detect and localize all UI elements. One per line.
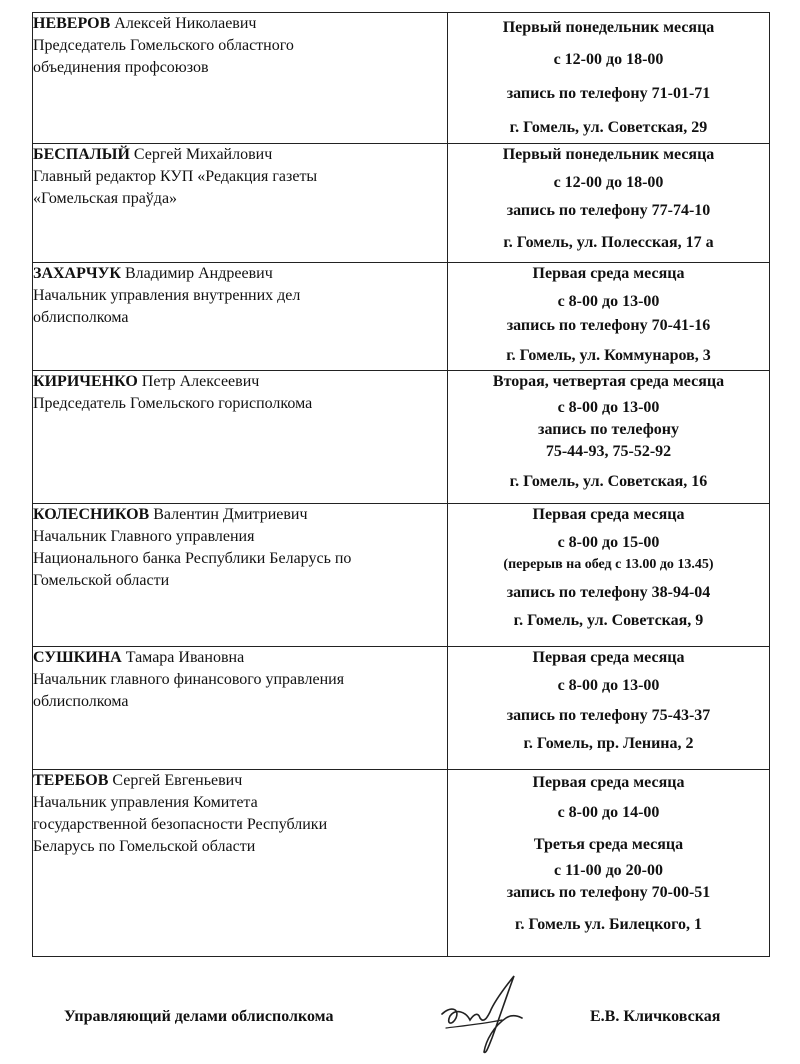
schedule-line: запись по телефону 70-41-16 bbox=[506, 317, 711, 334]
schedule-line: с 8-00 до 13-00 bbox=[557, 293, 660, 310]
schedule-line: г. Гомель, ул. Коммунаров, 3 bbox=[506, 347, 711, 364]
person-position: Главный редактор КУП «Редакция газеты «Гомельская праўда» bbox=[33, 168, 318, 207]
person-surname: КИРИЧЕНКО bbox=[33, 373, 138, 390]
person-name bbox=[33, 371, 447, 393]
schedule-line: г. Гомель, ул. Полесская, 17 а bbox=[503, 234, 714, 251]
footer-title: Управляющий делами облисполкома bbox=[64, 1008, 334, 1025]
person-given-name: Валентин Дмитриевич bbox=[153, 506, 308, 523]
schedule-line: запись по телефону 38-94-04 bbox=[506, 584, 711, 601]
schedule-line: с 12-00 до 18-00 bbox=[553, 174, 664, 191]
person-name bbox=[33, 770, 447, 792]
schedule-line: с 8-00 до 13-00 bbox=[557, 677, 660, 694]
schedule-cell bbox=[448, 504, 770, 647]
table-row bbox=[33, 144, 770, 263]
person-given-name: Петр Алексеевич bbox=[141, 373, 260, 390]
schedule-line: с 12-00 до 18-00 bbox=[553, 51, 664, 68]
person-surname: КОЛЕСНИКОВ bbox=[33, 506, 150, 523]
person-cell bbox=[33, 770, 448, 957]
person-position: Начальник Главного управления Национального банка Республики Беларусь по Гомельской области bbox=[33, 528, 352, 589]
table-row bbox=[33, 13, 770, 144]
person-position: Председатель Гомельского горисполкома bbox=[33, 395, 313, 412]
person-given-name: Алексей Николаевич bbox=[114, 15, 257, 32]
schedule-line: запись по телефону 77-74-10 bbox=[506, 202, 711, 219]
schedule-cell bbox=[448, 770, 770, 957]
table-row bbox=[33, 371, 770, 504]
person-given-name: Владимир Андреевич bbox=[124, 265, 273, 282]
schedule-line: Первая среда месяца bbox=[532, 649, 685, 666]
table-body bbox=[33, 13, 770, 957]
schedule-line: с 8-00 до 14-00 bbox=[557, 804, 660, 821]
schedule-line: запись по телефону 71-01-71 bbox=[506, 85, 711, 102]
footer bbox=[64, 1004, 764, 1044]
schedule-line: 75-44-93, 75-52-92 bbox=[545, 443, 672, 460]
table-row bbox=[33, 647, 770, 770]
person-name bbox=[33, 647, 447, 669]
schedule-line: с 8-00 до 15-00 bbox=[557, 534, 660, 551]
table-row bbox=[33, 770, 770, 957]
person-surname: НЕВЕРОВ bbox=[33, 15, 111, 32]
person-position: Начальник управления внутренних дел облисполкома bbox=[33, 287, 301, 326]
schedule-line: Первая среда месяца bbox=[532, 774, 685, 791]
schedule-line: г. Гомель, ул. Советская, 29 bbox=[509, 119, 708, 136]
schedule-line: с 11-00 до 20-00 bbox=[554, 862, 663, 879]
schedule-line: (перерыв на обед с 13.00 до 13.45) bbox=[503, 557, 714, 572]
person-name bbox=[33, 263, 447, 285]
schedule-line: с 8-00 до 13-00 bbox=[557, 399, 660, 416]
person-position: Начальник главного финансового управления облисполкома bbox=[33, 671, 345, 710]
schedule-line: Первый понедельник месяца bbox=[502, 146, 715, 163]
schedule-line: Первая среда месяца bbox=[532, 506, 685, 523]
reception-schedule-table bbox=[32, 12, 770, 957]
schedule-line: запись по телефону bbox=[538, 421, 679, 438]
person-given-name: Сергей Михайлович bbox=[133, 146, 273, 163]
person-name bbox=[33, 144, 447, 166]
person-cell bbox=[33, 263, 448, 371]
schedule-line: Первый понедельник месяца bbox=[502, 19, 715, 36]
person-surname: БЕСПАЛЫЙ bbox=[33, 146, 130, 163]
schedule-line: запись по телефону 75-43-37 bbox=[506, 707, 711, 724]
schedule-line: Третья среда месяца bbox=[533, 836, 684, 853]
person-cell bbox=[33, 647, 448, 770]
person-name bbox=[33, 13, 447, 35]
table-row bbox=[33, 504, 770, 647]
person-cell bbox=[33, 371, 448, 504]
person-surname: ТЕРЕБОВ bbox=[33, 772, 109, 789]
schedule-line: г. Гомель ул. Билецкого, 1 bbox=[515, 916, 702, 933]
schedule-cell bbox=[448, 144, 770, 263]
person-cell bbox=[33, 13, 448, 144]
person-name bbox=[33, 504, 447, 526]
signer-name: Е.В. Кличковская bbox=[590, 1008, 721, 1025]
person-cell bbox=[33, 504, 448, 647]
schedule-cell bbox=[448, 647, 770, 770]
person-cell bbox=[33, 144, 448, 263]
person-surname: ЗАХАРЧУК bbox=[33, 265, 121, 282]
schedule-line: Вторая, четвертая среда месяца bbox=[492, 373, 725, 390]
schedule-cell bbox=[448, 263, 770, 371]
schedule-line: Первая среда месяца bbox=[532, 265, 685, 282]
person-position: Начальник управления Комитета государственной безопасности Республики Беларусь по Гомельской области bbox=[33, 794, 328, 855]
person-given-name: Тамара Ивановна bbox=[125, 649, 245, 666]
schedule-line: г. Гомель, пр. Ленина, 2 bbox=[523, 735, 694, 752]
signature-icon bbox=[432, 968, 532, 1058]
person-position: Председатель Гомельского областного объединения профсоюзов bbox=[33, 37, 294, 76]
schedule-line: г. Гомель, ул. Советская, 9 bbox=[513, 612, 704, 629]
schedule-line: г. Гомель, ул. Советская, 16 bbox=[509, 473, 708, 490]
person-surname: СУШКИНА bbox=[33, 649, 122, 666]
schedule-line: запись по телефону 70-00-51 bbox=[506, 884, 711, 901]
schedule-cell bbox=[448, 371, 770, 504]
person-given-name: Сергей Евгеньевич bbox=[112, 772, 243, 789]
schedule-cell bbox=[448, 13, 770, 144]
table-row bbox=[33, 263, 770, 371]
